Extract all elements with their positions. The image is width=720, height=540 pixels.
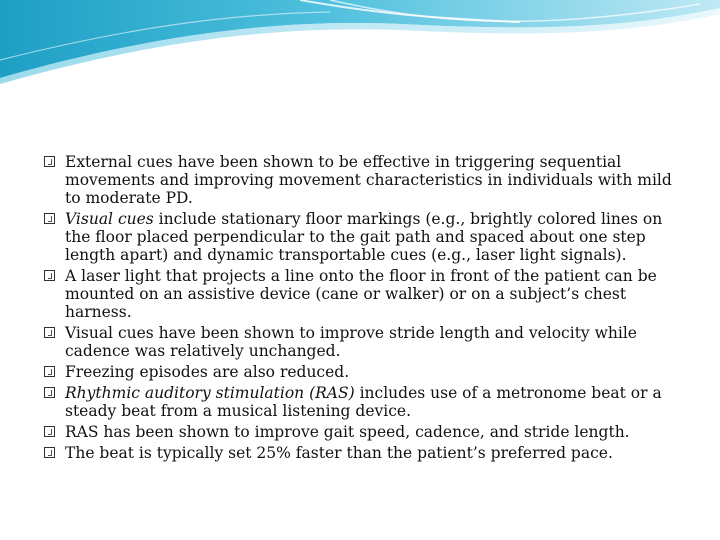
bullet-text: Visual cues have been shown to improve stride length and velocity while cadence was relatively unchanged.	[65, 324, 637, 360]
bullet-text: Freezing episodes are also reduced.	[65, 363, 350, 381]
checkbox-square-icon	[44, 387, 55, 398]
checkbox-square-icon	[44, 426, 55, 437]
bullet-item	[44, 324, 684, 360]
bullet-item	[44, 384, 684, 420]
bullet-item	[44, 423, 684, 441]
bullet-text: include stationary floor markings (e.g., brightly colored lines on the floor placed perpendicular to the gait path and spaced about one step length apart) and dynamic transportable cues (e.g., laser light signals).	[65, 210, 663, 264]
bullet-item	[44, 363, 684, 381]
header-wave-decoration	[0, 0, 720, 90]
bullet-list	[44, 153, 684, 465]
bullet-text: External cues have been shown to be effective in triggering sequential movements and improving movement characteristics in individuals with mild to moderate PD.	[65, 153, 672, 207]
bullet-item	[44, 153, 684, 207]
bullet-text: Rhythmic auditory stimulation (RAS)	[65, 384, 355, 402]
bullet-item	[44, 210, 684, 264]
checkbox-square-icon	[44, 270, 55, 281]
checkbox-square-icon	[44, 213, 55, 224]
checkbox-square-icon	[44, 366, 55, 377]
checkbox-square-icon	[44, 156, 55, 167]
bullet-text: A laser light that projects a line onto the floor in front of the patient can be mounted on an assistive device (cane or walker) or on a subject’s chest harness.	[65, 267, 657, 321]
checkbox-square-icon	[44, 327, 55, 338]
bullet-text: RAS has been shown to improve gait speed, cadence, and stride length.	[65, 423, 630, 441]
checkbox-square-icon	[44, 447, 55, 458]
bullet-text: The beat is typically set 25% faster than the patient’s preferred pace.	[65, 444, 613, 462]
bullet-item	[44, 444, 684, 462]
bullet-text: includes use of a metronome beat or a steady beat from a musical listening device.	[65, 384, 662, 420]
bullet-item	[44, 267, 684, 321]
bullet-text: Visual cues	[65, 210, 154, 228]
